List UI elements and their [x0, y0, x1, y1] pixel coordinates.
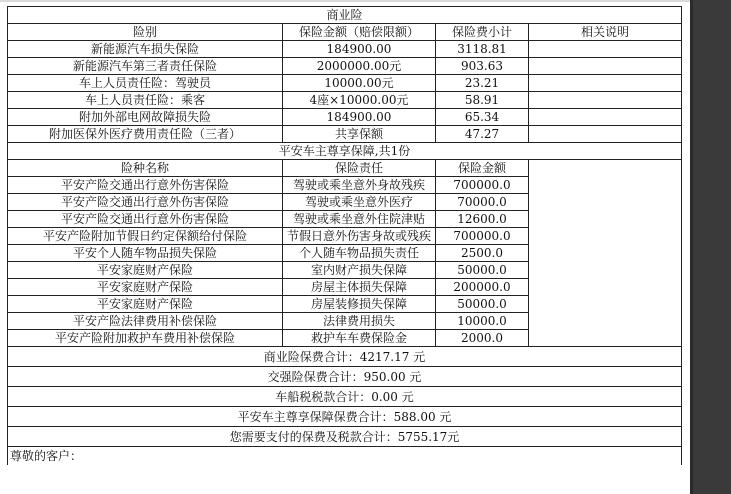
empty-cell	[529, 245, 682, 262]
pingan-row	[8, 228, 682, 245]
pingan-row	[8, 313, 682, 330]
product-name: 平安家庭财产保险	[8, 296, 283, 313]
pingan-title-row	[8, 143, 682, 160]
insured-amount: 4座×10000.00元	[283, 92, 436, 109]
greeting-text: 尊敬的客户：	[8, 447, 682, 466]
empty-cell	[529, 177, 682, 194]
empty-cell	[529, 313, 682, 330]
commercial-row	[8, 126, 682, 143]
premium-total: 交强险保费合计：950.00 元	[8, 367, 682, 387]
liability: 房屋主体损失保障	[283, 279, 436, 296]
premium-total: 平安车主尊享保障保费合计：588.00 元	[8, 407, 682, 427]
coverage-name: 车上人员责任险：乘客	[8, 92, 283, 109]
header-premium-subtotal: 保险费小计	[436, 24, 529, 41]
premium-subtotal: 23.21	[436, 75, 529, 92]
pingan-header-row	[8, 160, 682, 177]
table-body	[8, 7, 682, 466]
premium-subtotal: 3118.81	[436, 41, 529, 58]
pingan-row	[8, 279, 682, 296]
commercial-header-row	[8, 24, 682, 41]
coverage-name: 附加医保外医疗费用责任险（三者）	[8, 126, 283, 143]
viewer-side-panel	[690, 0, 731, 494]
pingan-section-title: 平安车主尊享保障,共1份	[8, 143, 682, 160]
product-name: 平安家庭财产保险	[8, 262, 283, 279]
insured-amount: 184900.00	[283, 109, 436, 126]
sum-insured: 70000.0	[436, 194, 529, 211]
insured-amount: 184900.00	[283, 41, 436, 58]
sum-insured: 12600.0	[436, 211, 529, 228]
product-name: 平安产险交通出行意外伤害保险	[8, 194, 283, 211]
sum-insured: 10000.0	[436, 313, 529, 330]
pingan-row	[8, 177, 682, 194]
coverage-name: 新能源汽车第三者责任保险	[8, 58, 283, 75]
liability: 驾驶或乘坐意外医疗	[283, 194, 436, 211]
notes	[529, 126, 682, 143]
notes	[529, 109, 682, 126]
coverage-name: 附加外部电网故障损失险	[8, 109, 283, 126]
sum-insured: 50000.0	[436, 296, 529, 313]
sum-insured: 200000.0	[436, 279, 529, 296]
insurance-quote-table	[7, 6, 682, 465]
commercial-row	[8, 109, 682, 126]
product-name: 平安产险交通出行意外伤害保险	[8, 211, 283, 228]
product-name: 平安家庭财产保险	[8, 279, 283, 296]
liability: 驾驶或乘坐意外身故残疾	[283, 177, 436, 194]
premium-total: 车船税税款合计：0.00 元	[8, 387, 682, 407]
notes	[529, 41, 682, 58]
product-name: 平安产险交通出行意外伤害保险	[8, 177, 283, 194]
pingan-row	[8, 194, 682, 211]
insured-amount: 共享保额	[283, 126, 436, 143]
notes	[529, 58, 682, 75]
product-name: 平安个人随车物品损失保险	[8, 245, 283, 262]
total-row	[8, 387, 682, 407]
notes	[529, 92, 682, 109]
insured-amount: 2000000.00元	[283, 58, 436, 75]
coverage-name: 新能源汽车损失保险	[8, 41, 283, 58]
sum-insured: 700000.0	[436, 228, 529, 245]
insured-amount: 10000.00元	[283, 75, 436, 92]
liability: 个人随车物品损失责任	[283, 245, 436, 262]
empty-cell	[529, 194, 682, 211]
empty-cell	[529, 160, 682, 177]
pingan-row	[8, 330, 682, 347]
liability: 节假日意外伤害身故或残疾	[283, 228, 436, 245]
empty-cell	[529, 228, 682, 245]
sum-insured: 700000.0	[436, 177, 529, 194]
notes	[529, 75, 682, 92]
total-row	[8, 427, 682, 447]
liability: 房屋装修损失保障	[283, 296, 436, 313]
sum-insured: 50000.0	[436, 262, 529, 279]
header-liability: 保险责任	[283, 160, 436, 177]
premium-subtotal: 58.91	[436, 92, 529, 109]
empty-cell	[529, 330, 682, 347]
product-name: 平安产险法律费用补偿保险	[8, 313, 283, 330]
header-notes: 相关说明	[529, 24, 682, 41]
empty-cell	[529, 262, 682, 279]
premium-total: 商业险保费合计：4217.17 元	[8, 347, 682, 367]
pingan-row	[8, 262, 682, 279]
header-sum-insured: 保险金额	[436, 160, 529, 177]
commercial-row	[8, 58, 682, 75]
commercial-row	[8, 41, 682, 58]
empty-cell	[529, 279, 682, 296]
header-insured-amount: 保险金额（赔偿限额）	[283, 24, 436, 41]
commercial-row	[8, 75, 682, 92]
premium-total: 您需要支付的保费及税款合计：5755.17元	[8, 427, 682, 447]
header-coverage: 险别	[8, 24, 283, 41]
commercial-row	[8, 92, 682, 109]
liability: 室内财产损失保障	[283, 262, 436, 279]
commercial-title-row	[8, 7, 682, 24]
coverage-name: 车上人员责任险：驾驶员	[8, 75, 283, 92]
sum-insured: 2500.0	[436, 245, 529, 262]
product-name: 平安产险附加节假日约定保额给付保险	[8, 228, 283, 245]
empty-cell	[529, 211, 682, 228]
product-name: 平安产险附加救护车费用补偿保险	[8, 330, 283, 347]
page-top-edge	[0, 0, 690, 2]
liability: 法律费用损失	[283, 313, 436, 330]
greeting-row	[8, 447, 682, 466]
sum-insured: 2000.0	[436, 330, 529, 347]
liability: 驾驶或乘坐意外住院津贴	[283, 211, 436, 228]
pingan-row	[8, 245, 682, 262]
premium-subtotal: 47.27	[436, 126, 529, 143]
pingan-row	[8, 296, 682, 313]
total-row	[8, 407, 682, 427]
liability: 救护车车费保险金	[283, 330, 436, 347]
pingan-row	[8, 211, 682, 228]
commercial-section-title: 商业险	[8, 7, 682, 24]
total-row	[8, 347, 682, 367]
side-panel-edge	[690, 0, 693, 494]
premium-subtotal: 903.63	[436, 58, 529, 75]
total-row	[8, 367, 682, 387]
empty-cell	[529, 296, 682, 313]
premium-subtotal: 65.34	[436, 109, 529, 126]
header-product-name: 险种名称	[8, 160, 283, 177]
